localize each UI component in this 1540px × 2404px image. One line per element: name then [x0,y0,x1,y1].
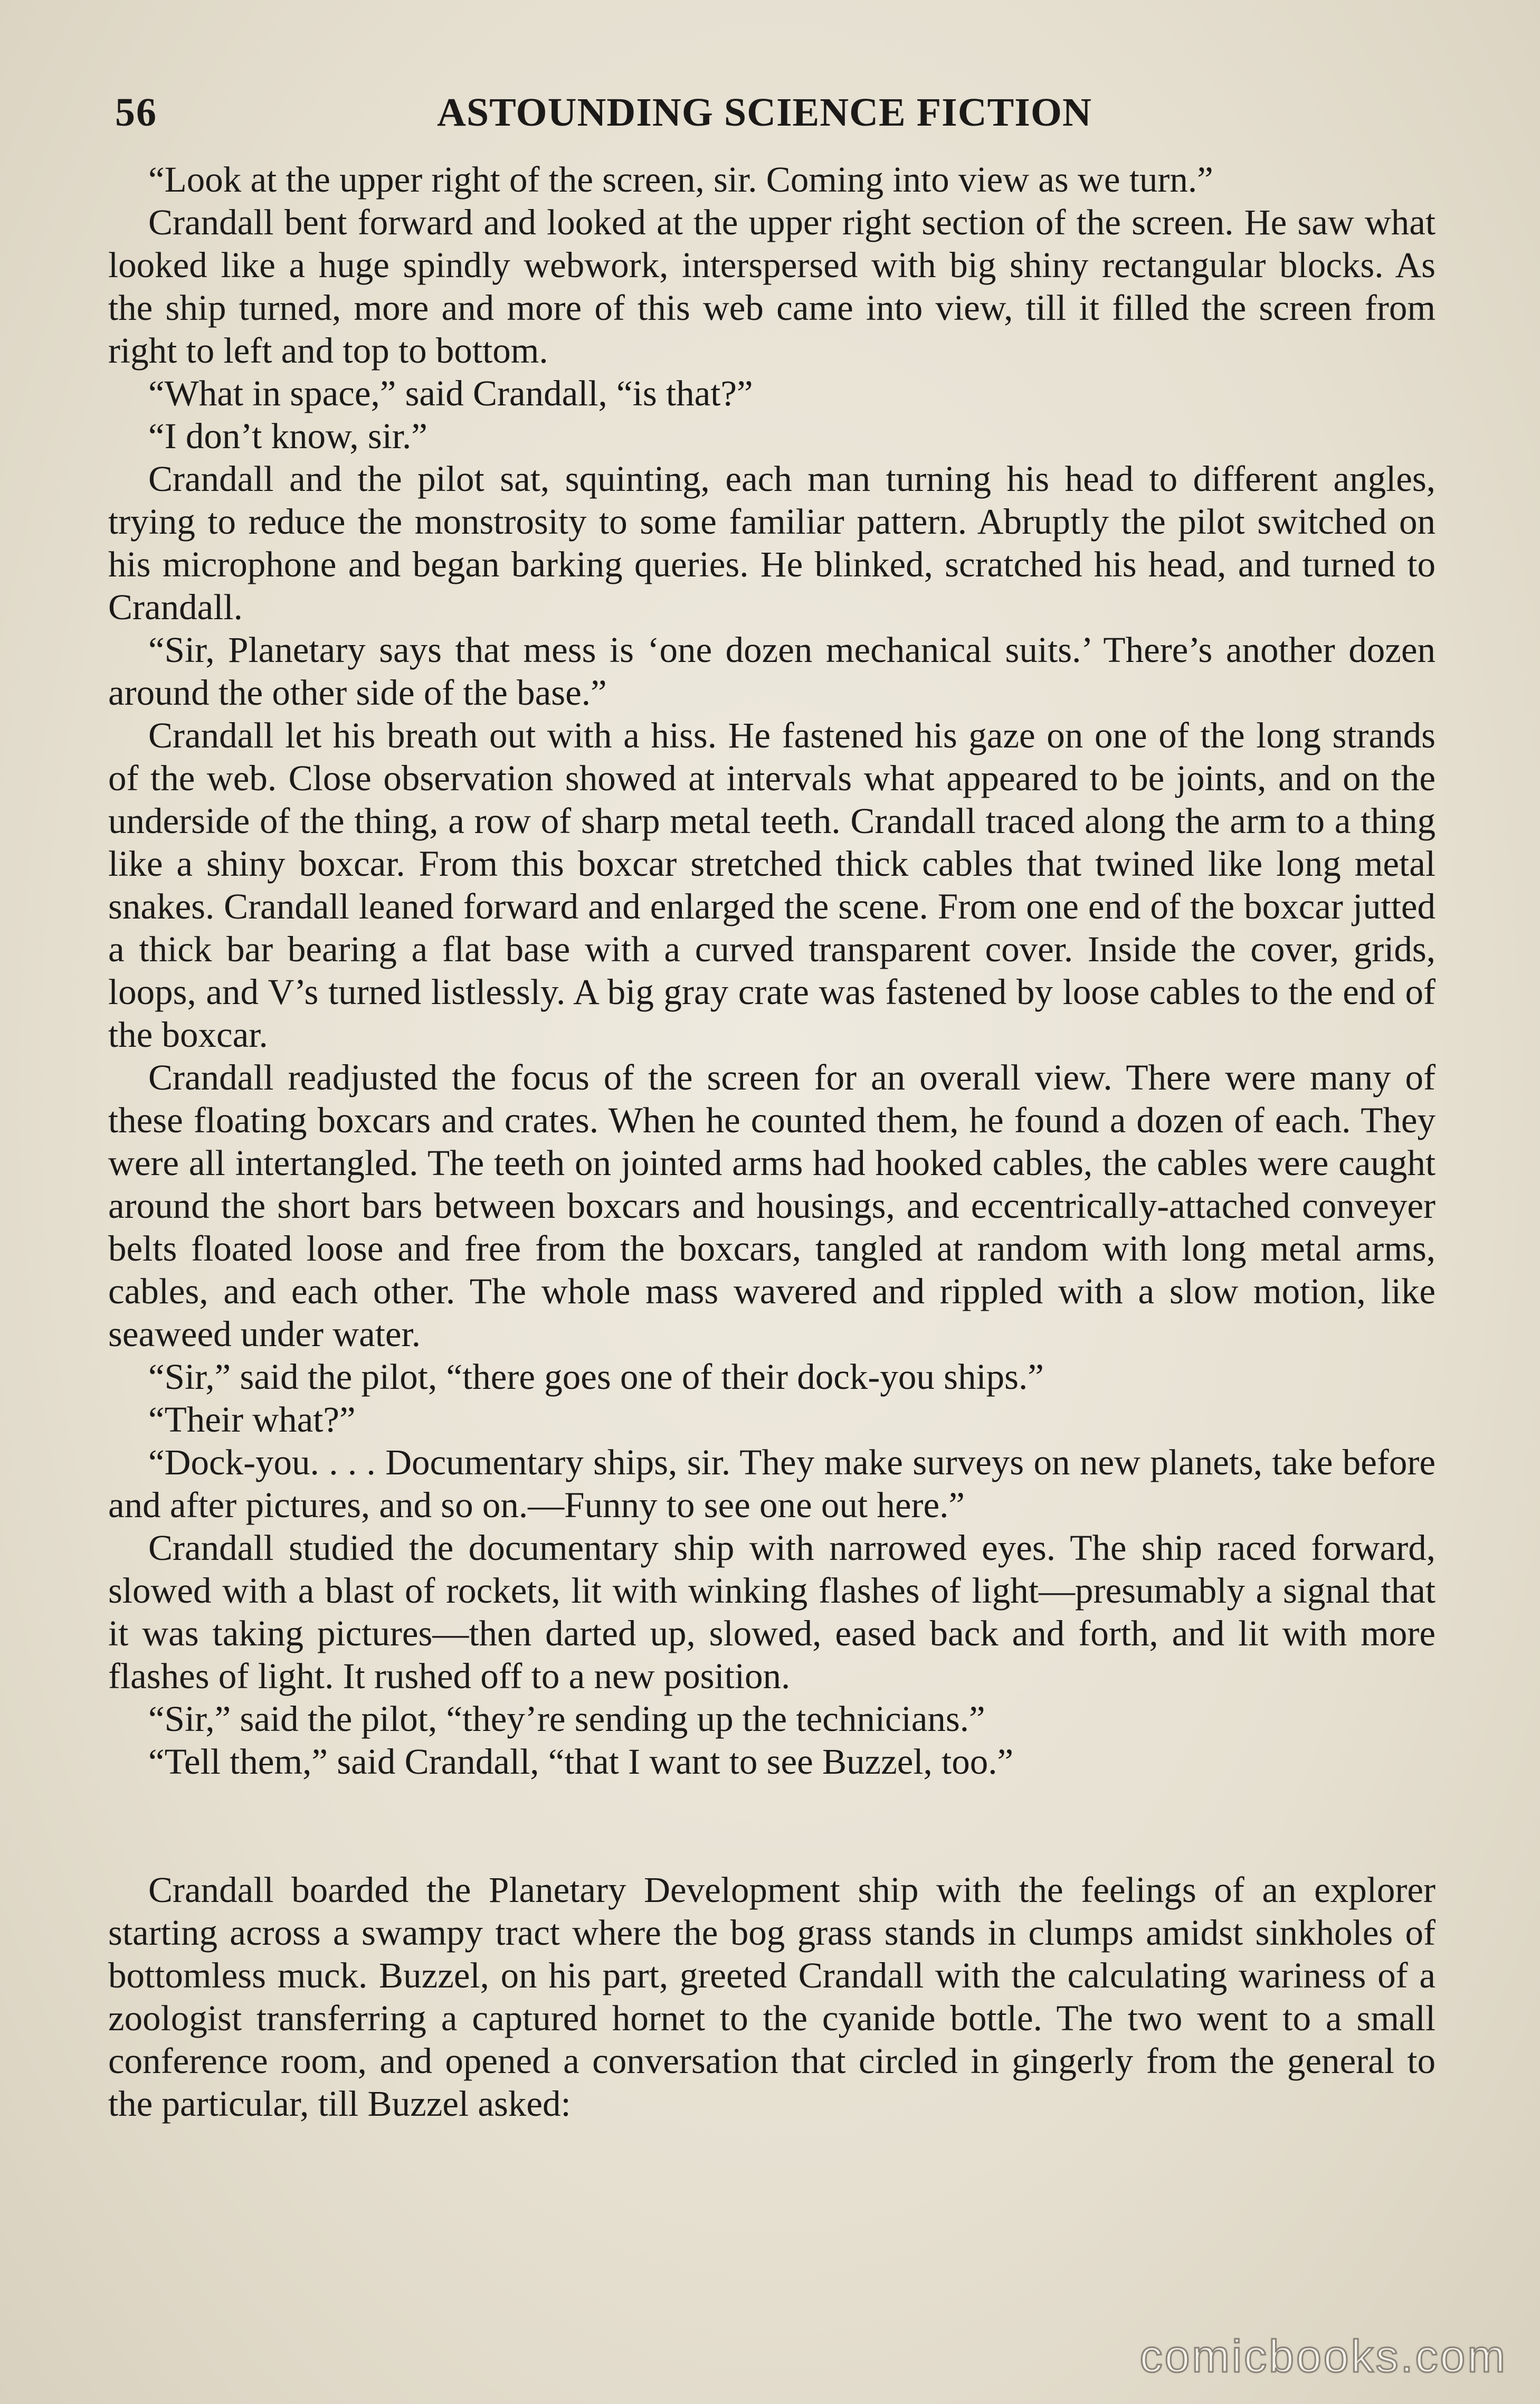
paragraph: Crandall studied the documentary ship with narrowed eyes. The ship raced forward, slowed with a blast of rockets, lit with winking flashes of light—presumably a signal that it was taking pictures—then darted up, slowed, eased back and forth, and lit with more flashes of light. It rushed off to a new position. [108,1528,1436,1696]
paragraph: Crandall readjusted the focus of the screen for an overall view. There were many of these floating boxcars and crates. When he counted them, he found a dozen of each. They were all intertangled. The teeth on jointed arms had hooked cables, the cables were caught around the short bars between boxcars and housings, and eccentrically-attached conveyer belts floated loose and free from the boxcars, tangled at random with long metal arms, cables, and each other. The whole mass wavered and rippled with a slow motion, like seaweed under water. [108,1057,1436,1354]
paragraph: “Sir, Planetary says that mess is ‘one dozen mechanical suits.’ There’s another dozen around the other side of the base.” [108,630,1436,713]
paragraph: “I don’t know, sir.” [148,416,427,456]
paragraph: “Dock-you. . . . Documentary ships, sir. They make surveys on new planets, take before and after pictures, and so on.—Funny to see one out here.” [108,1442,1436,1525]
paragraph: “Look at the upper right of the screen, sir. Coming into view as we turn.” [148,159,1213,200]
story-text [108,158,1436,2125]
paragraph: “Sir,” said the pilot, “they’re sending up the technicians.” [148,1699,985,1739]
page-header [115,90,1445,148]
running-head: ASTOUNDING SCIENCE FICTION [437,90,1092,135]
paragraph: Crandall let his breath out with a hiss. He fastened his gaze on one of the long strands of the web. Close observation showed at intervals what appeared to be joints, and on the underside of the thing, a row of sharp metal teeth. Crandall traced along the arm to a thing like a shiny boxcar. From this boxcar stretched thick cables that twined like long metal snakes. Crandall leaned forward and enlarged the scene. From one end of the boxcar jutted a thick bar bearing a flat base with a curved transparent cover. Inside the cover, grids, loops, and V’s turned listlessly. A big gray crate was fastened by loose cables to the end of the boxcar. [108,715,1436,1055]
paragraph-section-start: Crandall boarded the Planetary Development ship with the feelings of an explorer starting across a swampy tract where the bog grass stands in clumps amidst sinkholes of bottomless muck. Buzzel, on his part, greeted Crandall with the calculating wariness of a zoologist transferring a captured hornet to the cyanide bottle. The two went to a small conference room, and opened a conversation that circled in gingerly from the general to the particular, till Buzzel asked: [108,1870,1436,2124]
paragraph: “What in space,” said Crandall, “is that?” [148,373,753,413]
watermark: comicbooks.com [1139,2331,1507,2382]
paragraph: Crandall and the pilot sat, squinting, each man turning his head to different angles, trying to reduce the monstrosity to some familiar pattern. Abruptly the pilot switched on his microphone and began barking queries. He blinked, scratched his head, and turned to Crandall. [108,459,1436,627]
paragraph: “Their what?” [148,1399,356,1440]
paragraph: Crandall bent forward and looked at the upper right section of the screen. He saw what looked like a huge spindly webwork, interspersed with big shiny rectangular blocks. As the ship turned, more and more of this web came into view, till it filled the screen from right to left and top to bottom. [108,202,1436,371]
paragraph: “Tell them,” said Crandall, “that I want to see Buzzel, too.” [148,1742,1014,1782]
page-number: 56 [115,90,157,135]
paragraph: “Sir,” said the pilot, “there goes one of their dock-you ships.” [148,1357,1044,1397]
